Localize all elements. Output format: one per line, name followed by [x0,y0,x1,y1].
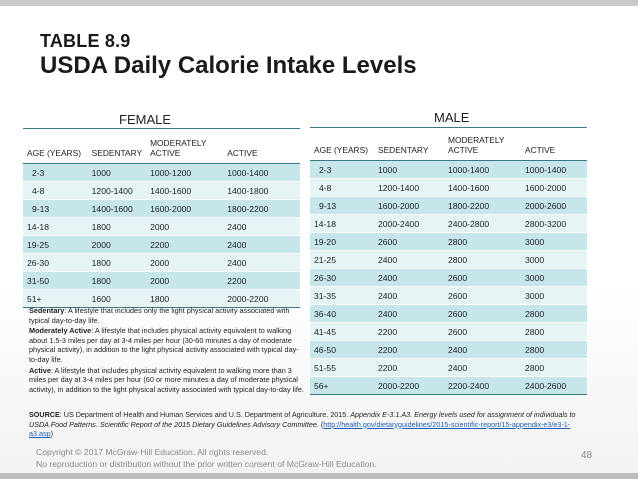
table-row [310,377,587,395]
active-cell: 1000-1400 [223,164,300,182]
active-cell: 1400-1800 [223,182,300,200]
age-cell: 46-50 [310,341,374,359]
definition-term: Sedentary [29,306,65,315]
table-row [23,290,300,308]
age-cell: 26-30 [23,254,88,272]
distribution-notice: No reproduction or distribution without the prior written consent of McGraw-Hill Education. [36,458,377,469]
age-cell: 31-35 [310,287,374,305]
age-cell: 4-8 [310,179,374,197]
column-header-sedentary: SEDENTARY [374,128,444,161]
table-row [310,161,587,179]
moderately-active-cell: 1800 [146,290,223,308]
sedentary-cell: 1000 [374,161,444,179]
table-row [23,200,300,218]
active-cell: 3000 [521,233,587,251]
moderately-active-cell: 2000 [146,254,223,272]
age-cell: 41-45 [310,323,374,341]
female-label: FEMALE [119,112,172,127]
source-open-paren: ( [318,419,324,429]
age-cell: 19-20 [310,233,374,251]
sedentary-cell: 2000-2400 [374,215,444,233]
moderately-active-cell: 2000 [146,272,223,290]
active-cell: 1800-2200 [223,200,300,218]
table-row [310,269,587,287]
age-cell: 51+ [23,290,88,308]
activity-definitions [29,306,307,395]
table-row [23,218,300,236]
table-header-row [23,129,300,164]
moderately-active-cell: 2600 [444,287,521,305]
sedentary-cell: 1800 [88,272,146,290]
moderately-active-cell: 2800 [444,233,521,251]
column-header-active: ACTIVE [521,128,587,161]
table-row [23,272,300,290]
age-cell: 2-3 [310,161,374,179]
source-link[interactable]: http://health.gov/dietaryguidelines/2015-scientific-report/15-appendix-e3/e3-1-a3.asp [29,419,571,439]
slide-title: USDA Daily Calorie Intake Levels [40,52,417,79]
active-cell: 2400-2600 [521,377,587,395]
source-close-paren: ) [50,429,53,439]
active-cell: 2800 [521,341,587,359]
moderately-active-cell: 1000-1400 [444,161,521,179]
male-label: MALE [434,110,470,125]
active-cell: 3000 [521,251,587,269]
moderately-active-cell: 2400 [444,341,521,359]
active-cell: 2000-2200 [223,290,300,308]
sedentary-cell: 2400 [374,269,444,287]
sedentary-cell: 1000 [88,164,146,182]
age-cell: 51-55 [310,359,374,377]
active-cell: 2400 [223,218,300,236]
copyright-notice [36,447,377,470]
table-row [23,182,300,200]
table-row [23,236,300,254]
table-row [310,323,587,341]
moderately-active-cell: 1400-1600 [444,179,521,197]
table-row [310,305,587,323]
moderately-active-cell: 1800-2200 [444,197,521,215]
sedentary-cell: 2400 [374,305,444,323]
active-cell: 2800 [521,359,587,377]
sedentary-cell: 2200 [374,359,444,377]
table-row [310,233,587,251]
age-cell: 19-25 [23,236,88,254]
bottom-band [0,473,638,479]
definition-active [29,366,307,395]
sedentary-cell: 2200 [374,323,444,341]
definition-term: Active [29,365,51,375]
sedentary-cell: 1400-1600 [88,200,146,218]
table-row [310,197,587,215]
active-cell: 3000 [521,287,587,305]
table-row [310,179,587,197]
copyright-line: Copyright © 2017 McGraw-Hill Education. All rights reserved. [36,447,269,457]
age-cell: 2-3 [23,164,88,182]
age-cell: 26-30 [310,269,374,287]
sedentary-cell: 1800 [88,218,146,236]
sedentary-cell: 1200-1400 [88,182,146,200]
sedentary-cell: 1600-2000 [374,197,444,215]
column-header-moderately-active: MODERATELY ACTIVE [444,128,521,161]
moderately-active-cell: 2000 [146,218,223,236]
age-cell: 9-13 [310,197,374,215]
age-cell: 56+ [310,377,374,395]
active-cell: 1000-1400 [521,161,587,179]
definition-text: : A lifestyle that includes only the light physical activity associated with typical day-to-day life. [29,306,290,325]
sedentary-cell: 1800 [88,254,146,272]
sedentary-cell: 2400 [374,251,444,269]
age-cell: 9-13 [23,200,88,218]
source-title: Appendix E-3.1.A3. Energy levels used for assignment of individuals to USDA Food Patterns. Scientific Report of the 2015 Dietary Guidelines Advisory Committee. [29,410,576,429]
definition-term: Moderately Active [29,326,92,336]
sedentary-cell: 2600 [374,233,444,251]
female-calorie-table [23,128,300,308]
top-band [0,0,638,6]
table-row [310,341,587,359]
active-cell: 3000 [521,269,587,287]
page-number: 48 [581,450,593,461]
table-row [310,215,587,233]
active-cell: 2800-3200 [521,215,587,233]
moderately-active-cell: 2600 [444,269,521,287]
active-cell: 2800 [521,305,587,323]
male-calorie-table [310,127,587,395]
active-cell: 2400 [223,236,300,254]
source-label: SOURCE [29,410,60,419]
moderately-active-cell: 1600-2000 [146,200,223,218]
column-header-age: AGE (YEARS) [23,129,88,164]
age-cell: 4-8 [23,182,88,200]
table-number: TABLE 8.9 [40,31,131,51]
definition-text: : A lifestyle that includes physical activity equivalent to walking more than 3 miles per day at 3-4 miles per hour (60 or more minutes a day of moderate physical activity), in addition to the light physical activity associated with typical day-to-day life. [29,365,304,394]
age-cell: 14-18 [23,218,88,236]
definition-moderately-active [29,326,307,364]
moderately-active-cell: 2400-2800 [444,215,521,233]
active-cell: 2200 [223,272,300,290]
moderately-active-cell: 1000-1200 [146,164,223,182]
table-row [23,254,300,272]
definition-sedentary [29,306,307,325]
source-citation [29,410,589,439]
sedentary-cell: 2200 [374,341,444,359]
column-header-active: ACTIVE [223,129,300,164]
sedentary-cell: 1600 [88,290,146,308]
column-header-sedentary: SEDENTARY [88,129,146,164]
age-cell: 21-25 [310,251,374,269]
table-row [23,164,300,182]
column-header-age: AGE (YEARS) [310,128,374,161]
moderately-active-cell: 2200-2400 [444,377,521,395]
column-header-moderately-active: MODERATELY ACTIVE [146,129,223,164]
age-cell: 31-50 [23,272,88,290]
age-cell: 14-18 [310,215,374,233]
moderately-active-cell: 2600 [444,305,521,323]
moderately-active-cell: 2400 [444,359,521,377]
age-cell: 36-40 [310,305,374,323]
sedentary-cell: 2400 [374,287,444,305]
definition-text: : A lifestyle that includes physical activity equivalent to walking about 1.5-3 miles per day at 3-4 miles per hour (30-60 minutes a day of moderate physical activity), in addition to the light physical activity associated with typical day-to-day life. [29,326,299,364]
table-row [310,359,587,377]
moderately-active-cell: 1400-1600 [146,182,223,200]
table-row [310,251,587,269]
active-cell: 2400 [223,254,300,272]
sedentary-cell: 2000-2200 [374,377,444,395]
moderately-active-cell: 2600 [444,323,521,341]
active-cell: 2800 [521,323,587,341]
source-text: : US Department of Health and Human Services and U.S. Department of Agriculture. 2015. [59,410,351,419]
table-header-row [310,128,587,161]
active-cell: 1600-2000 [521,179,587,197]
sedentary-cell: 1200-1400 [374,179,444,197]
table-row [310,287,587,305]
active-cell: 2000-2600 [521,197,587,215]
sedentary-cell: 2000 [88,236,146,254]
moderately-active-cell: 2800 [444,251,521,269]
moderately-active-cell: 2200 [146,236,223,254]
